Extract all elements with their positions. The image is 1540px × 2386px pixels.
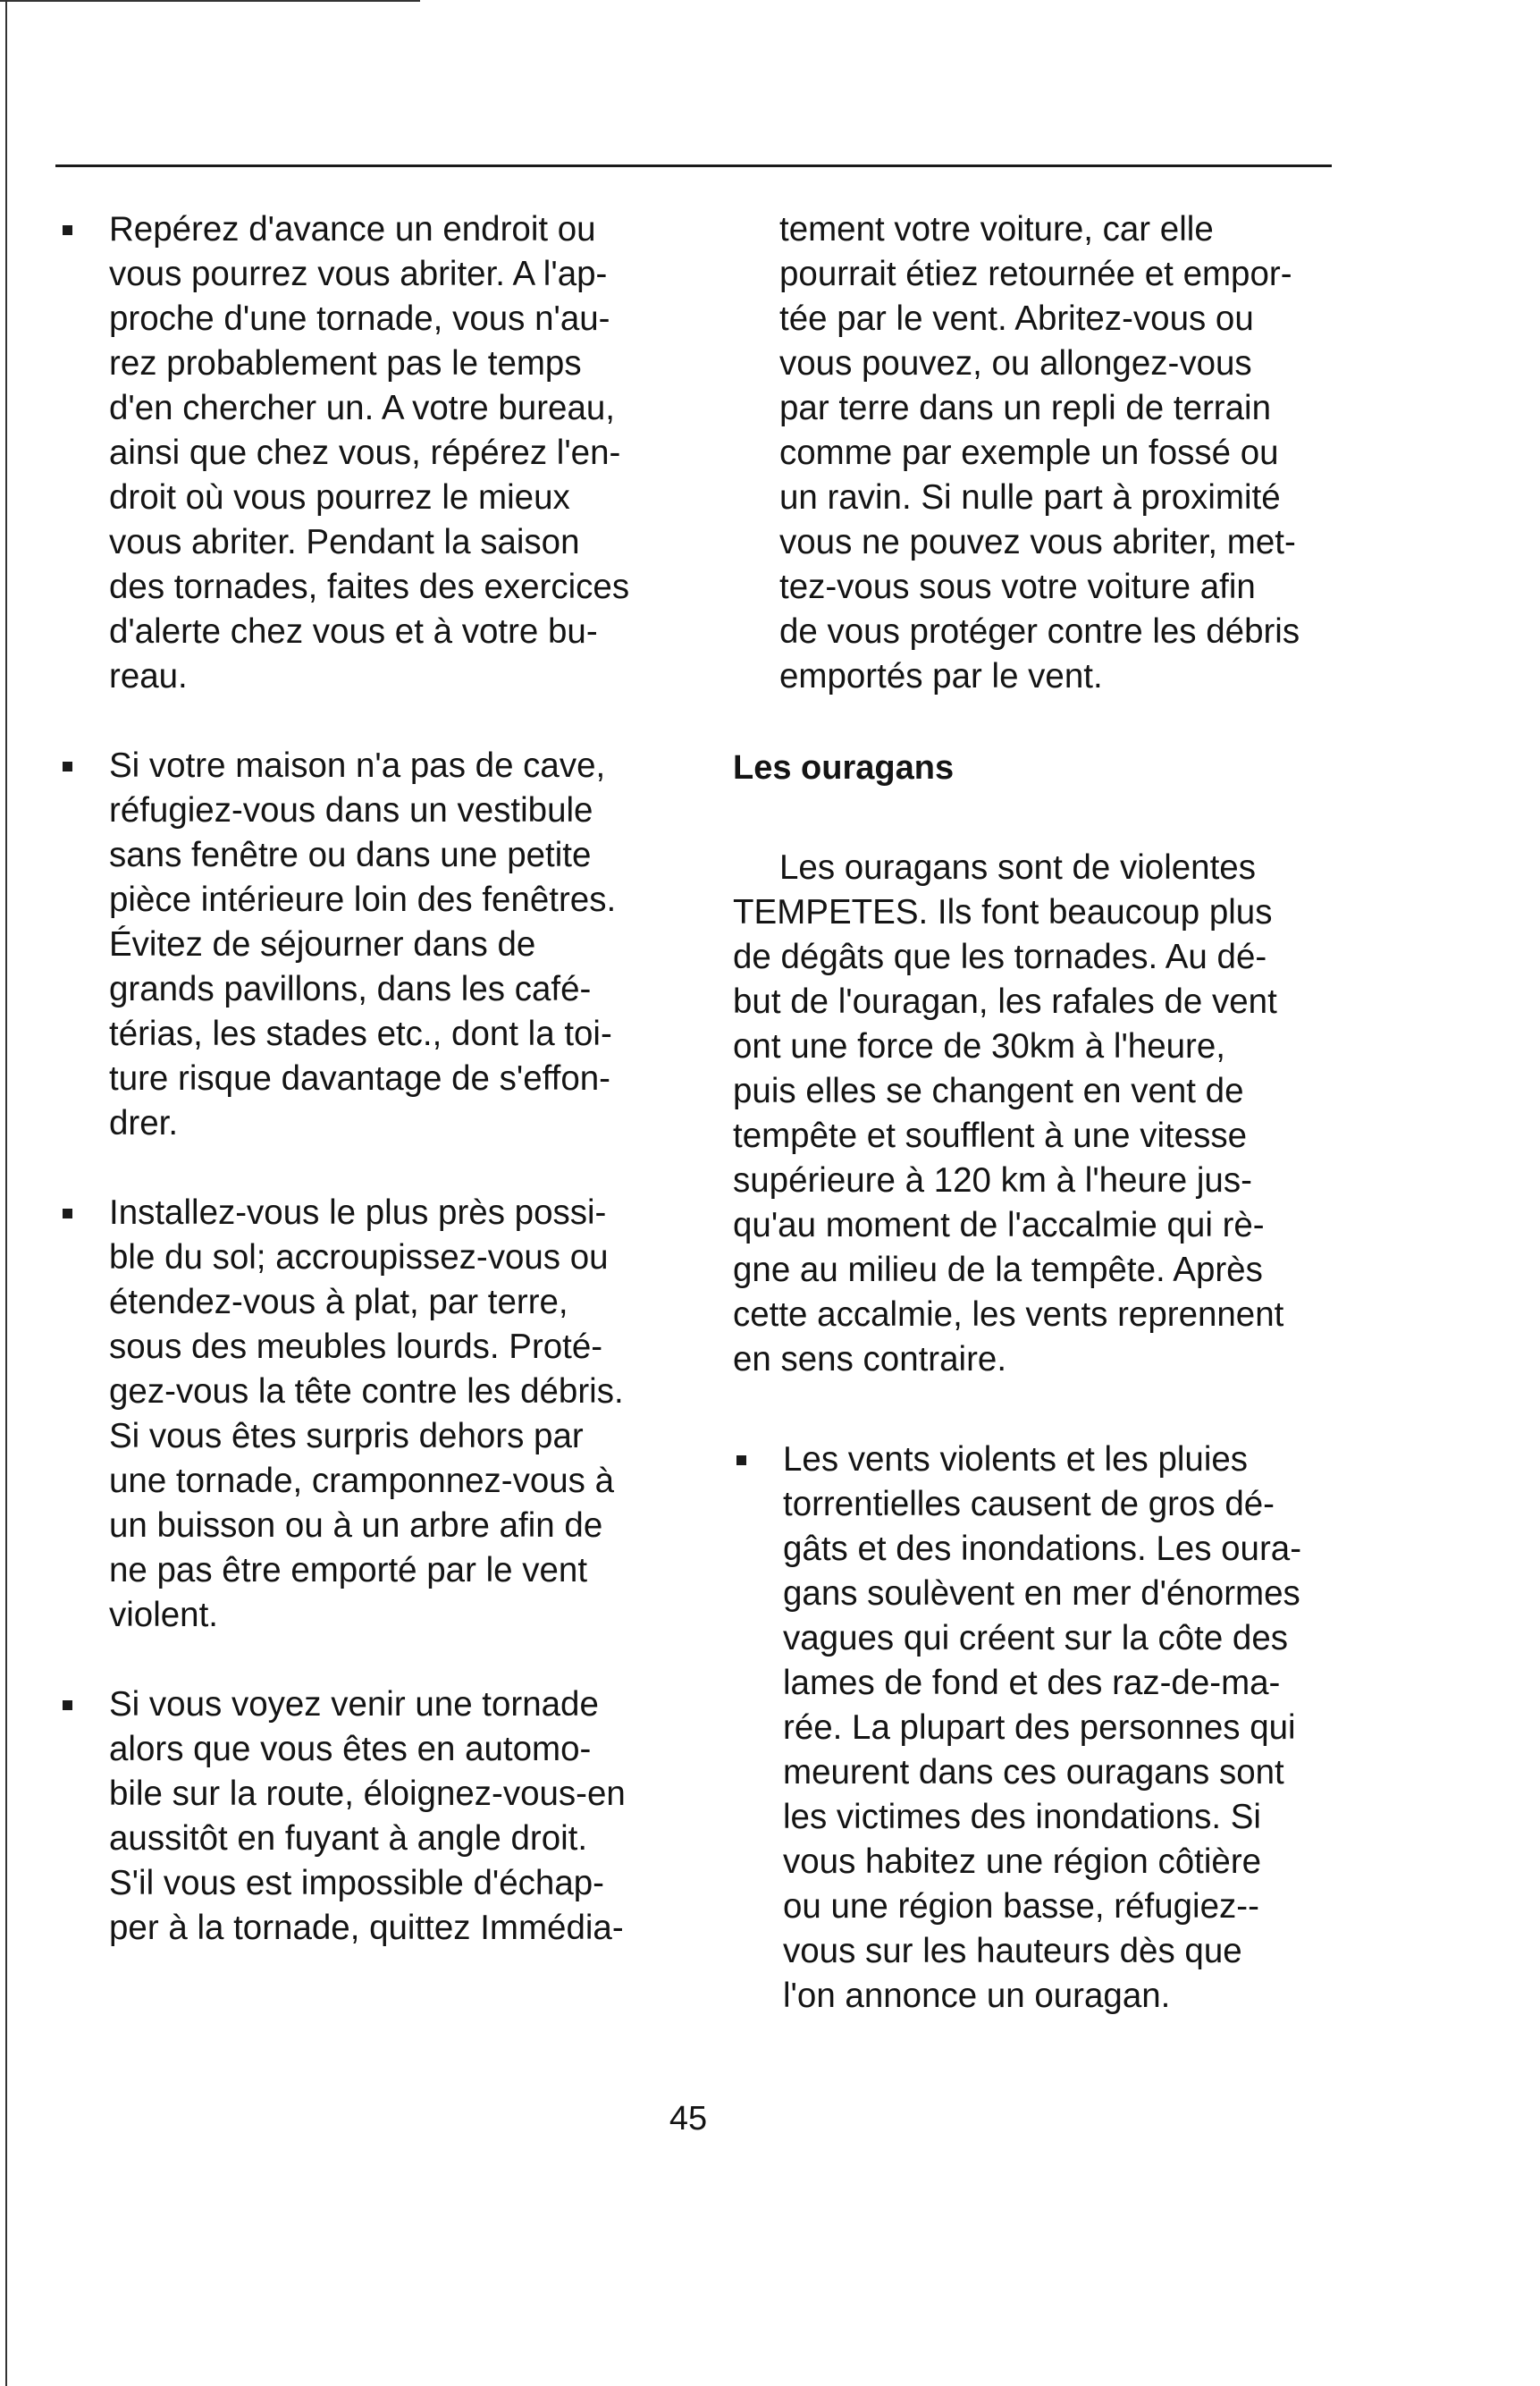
text-line: les victimes des inondations. Si <box>783 1798 1261 1836</box>
text-line: cette accalmie, les vents reprennent <box>733 1295 1284 1334</box>
text-line: étendez-vous à plat, par terre, <box>109 1283 568 1321</box>
text-line: supérieure à 120 km à l'heure jus- <box>733 1161 1252 1200</box>
text-line: meurent dans ces ouragans sont <box>783 1753 1284 1792</box>
text-line: vagues qui créent sur la côte des <box>783 1619 1288 1657</box>
text-line: gans soulèvent en mer d'énormes <box>783 1574 1300 1613</box>
text-line: bile sur la route, éloignez-vous-en <box>109 1775 626 1813</box>
left-column <box>59 207 703 1995</box>
text-line: sous des meubles lourds. Proté- <box>109 1328 603 1366</box>
bullet-item <box>733 1438 1376 2019</box>
text-line: vous abriter. Pendant la saison <box>109 523 580 561</box>
text-line: Les ouragans sont de violentes <box>779 848 1256 887</box>
text-line: tée par le vent. Abritez-vous ou <box>779 299 1254 338</box>
text-line: emportés par le vent. <box>779 657 1103 696</box>
scan-edge-artifact-top <box>0 0 420 2</box>
text-line: de dégâts que les tornades. Au dé- <box>733 938 1267 976</box>
text-line: vous pourrez vous abriter. A l'ap- <box>109 255 608 293</box>
text-line: une tornade, cramponnez-vous à <box>109 1462 615 1500</box>
text-line: gez-vous la tête contre les débris. <box>109 1372 624 1411</box>
text-line: Si vous êtes surpris dehors par <box>109 1417 584 1455</box>
bullet-item <box>59 1191 703 1638</box>
text-line: Si votre maison n'a pas de cave, <box>109 746 606 785</box>
text-line: rez probablement pas le temps <box>109 344 582 383</box>
body-paragraph <box>733 846 1376 1382</box>
text-line: violent. <box>109 1596 218 1634</box>
bullet-square-icon <box>63 1700 72 1710</box>
text-line: torrentielles causent de gros dé- <box>783 1485 1275 1523</box>
bullet-square-icon <box>63 1209 72 1218</box>
text-line: Évitez de séjourner dans de <box>109 925 536 964</box>
text-line: pourrait étiez retournée et empor- <box>779 255 1292 293</box>
bullet-continuation <box>733 207 1376 699</box>
text-line: ble du sol; accroupissez-vous ou <box>109 1238 609 1277</box>
text-line: Installez-vous le plus près possi- <box>109 1193 607 1232</box>
text-line: vous sur les hauteurs dès que <box>783 1932 1242 1970</box>
text-line: térias, les stades etc., dont la toi- <box>109 1015 612 1053</box>
text-line: droit où vous pourrez le mieux <box>109 478 570 517</box>
bullet-square-icon <box>63 762 72 771</box>
text-line: ne pas être emporté par le vent <box>109 1551 588 1589</box>
right-column <box>733 207 1376 2063</box>
text-line: grands pavillons, dans les café- <box>109 970 592 1008</box>
text-line: réfugiez-vous dans un vestibule <box>109 791 593 830</box>
text-line: per à la tornade, quittez Immédia- <box>109 1909 624 1947</box>
text-line: pièce intérieure loin des fenêtres. <box>109 881 617 919</box>
text-line: TEMPETES. Ils font beaucoup plus <box>733 893 1273 932</box>
text-line: d'alerte chez vous et à votre bu- <box>109 612 598 651</box>
text-line: l'on annonce un ouragan. <box>783 1977 1171 2015</box>
text-line: vous habitez une région côtière <box>783 1842 1262 1881</box>
text-line: tempête et soufflent à une vitesse <box>733 1117 1248 1155</box>
text-line: Repérez d'avance un endroit ou <box>109 210 596 249</box>
text-line: tement votre voiture, car elle <box>779 210 1214 249</box>
text-line: lames de fond et des raz-de-ma- <box>783 1664 1281 1702</box>
text-line: alors que vous êtes en automo- <box>109 1730 592 1768</box>
bullet-square-icon <box>736 1455 746 1465</box>
text-line: d'en chercher un. A votre bureau, <box>109 389 615 427</box>
text-line: comme par exemple un fossé ou <box>779 434 1279 472</box>
text-line: reau. <box>109 657 188 696</box>
bullet-item <box>59 207 703 699</box>
text-line: Si vous voyez venir une tornade <box>109 1685 599 1724</box>
text-line: Les vents violents et les pluies <box>783 1440 1249 1479</box>
text-line: ou une région basse, réfugiez-- <box>783 1887 1259 1926</box>
text-line: proche d'une tornade, vous n'au- <box>109 299 610 338</box>
scan-edge-artifact <box>5 0 7 2386</box>
text-line: par terre dans un repli de terrain <box>779 389 1271 427</box>
text-line: ture risque davantage de s'effon- <box>109 1059 610 1098</box>
text-line: rée. La plupart des personnes qui <box>783 1708 1296 1747</box>
text-line: but de l'ouragan, les rafales de vent <box>733 982 1277 1021</box>
text-line: un ravin. Si nulle part à proximité <box>779 478 1281 517</box>
text-line: ont une force de 30km à l'heure, <box>733 1027 1225 1066</box>
bullet-item <box>59 1682 703 1951</box>
text-line: un buisson ou à un arbre afin de <box>109 1506 603 1545</box>
text-line: sans fenêtre ou dans une petite <box>109 836 592 874</box>
text-line: tez-vous sous votre voiture afin <box>779 568 1256 606</box>
text-line: vous ne pouvez vous abriter, met- <box>779 523 1296 561</box>
text-line: qu'au moment de l'accalmie qui rè- <box>733 1206 1265 1244</box>
text-line: de vous protéger contre les débris <box>779 612 1300 651</box>
text-line: gâts et des inondations. Les oura- <box>783 1530 1302 1568</box>
text-line: gne au milieu de la tempête. Après <box>733 1251 1263 1289</box>
section-heading: Les ouragans <box>733 749 955 787</box>
text-line: puis elles se changent en vent de <box>733 1072 1244 1110</box>
text-line: S'il vous est impossible d'échap- <box>109 1864 604 1902</box>
header-rule <box>55 164 1332 167</box>
text-line: des tornades, faites des exercices <box>109 568 630 606</box>
text-line: aussitôt en fuyant à angle droit. <box>109 1819 588 1858</box>
bullet-square-icon <box>63 225 72 235</box>
bullet-item <box>59 744 703 1146</box>
text-line: en sens contraire. <box>733 1340 1007 1378</box>
page-number: 45 <box>669 2100 708 2137</box>
text-line: vous pouvez, ou allongez-vous <box>779 344 1252 383</box>
text-line: ainsi que chez vous, répérez l'en- <box>109 434 621 472</box>
text-line: drer. <box>109 1104 179 1142</box>
